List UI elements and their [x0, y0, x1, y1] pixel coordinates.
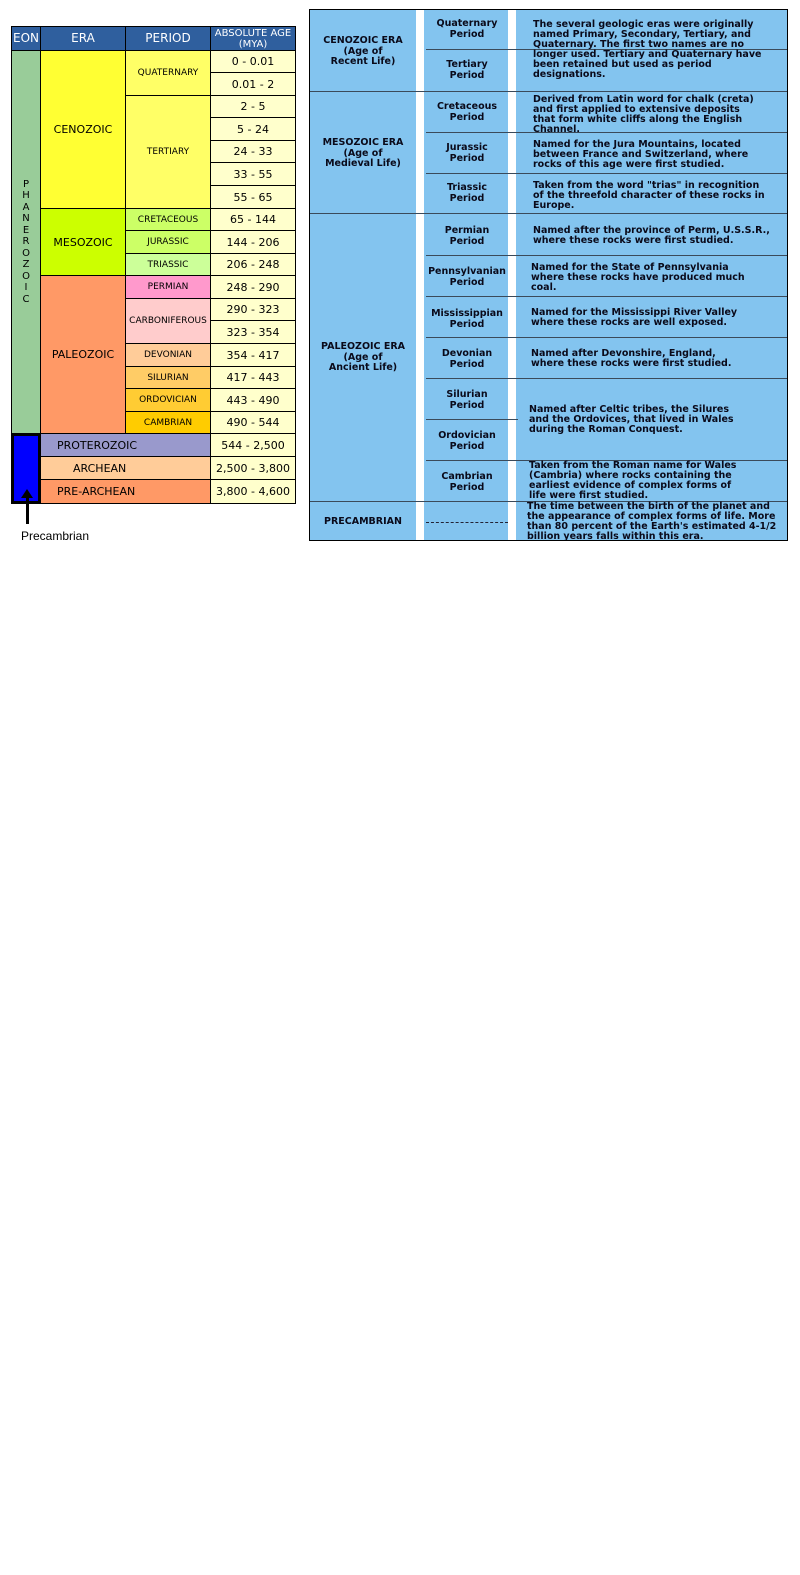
age-value: 24 - 33 [233, 145, 273, 158]
age-value: 490 - 544 [226, 416, 280, 429]
period-name: Cambrian [441, 471, 493, 482]
age-value: 3,800 - 4,600 [216, 485, 290, 498]
age-cell [210, 275, 296, 299]
era-precambrian-description [310, 517, 416, 528]
period-name: Triassic [447, 182, 487, 193]
era-mesozoic-description [310, 138, 416, 170]
era-pre-archean [40, 479, 211, 504]
description-line: billion years falls within this era. [527, 531, 704, 541]
period-label: JURASSIC [147, 237, 189, 247]
era-name: CENOZOIC ERA [323, 35, 403, 46]
precambrian-dash [426, 522, 508, 523]
description-line: where these rocks were first studied. [531, 358, 732, 369]
period-permian [125, 275, 211, 299]
period-word: Period [449, 318, 485, 330]
period-permian-name [424, 226, 510, 247]
period-label: TRIASSIC [147, 259, 189, 270]
age-value: 2 - 5 [240, 100, 266, 113]
period-label: ORDOVICIAN [139, 395, 197, 405]
age-cell [210, 433, 296, 457]
age-cell [210, 343, 296, 367]
period-jurassic [125, 230, 211, 254]
period-jurassic-name [424, 143, 510, 164]
age-value: 290 - 323 [226, 303, 280, 316]
period-label: DEVONIAN [144, 350, 192, 360]
era-archean [40, 456, 211, 480]
header-eon-text: EON [12, 31, 39, 45]
row-divider [426, 378, 788, 379]
age-value: 417 - 443 [226, 371, 280, 384]
period-label: CARBONIFEROUS [129, 316, 207, 326]
period-label: CAMBRIAN [143, 417, 193, 428]
period-tertiary [125, 95, 211, 209]
period-label: QUATERNARY [137, 68, 199, 78]
eon-letter: O [22, 247, 30, 259]
era-subtitle: Medieval Life) [325, 158, 401, 169]
description-line: (Cambria) where rocks containing the [529, 470, 732, 481]
description-line: Derived from Latin word for chalk (creta) [533, 94, 754, 105]
period-word: Period [449, 481, 485, 493]
arrow-shaft [26, 496, 29, 524]
period-word: Period [449, 399, 485, 411]
period-name: Tertiary [446, 59, 488, 70]
column-divider [416, 10, 424, 540]
description-line: Named for the Jura Mountains, located [533, 139, 741, 150]
era-name: MESOZOIC ERA [322, 137, 404, 148]
age-cell [210, 411, 296, 434]
era-subtitle: (Age of [343, 351, 383, 363]
era-mesozoic-label: MESOZOIC [53, 235, 113, 249]
header-era [40, 26, 126, 51]
era-cenozoic-label: CENOZOIC [53, 123, 113, 136]
age-cell [210, 320, 296, 344]
description-cambrian [529, 461, 781, 501]
description-line: during the Roman Conquest. [529, 424, 683, 435]
description-line: life were first studied. [529, 490, 649, 501]
eon-letter: Z [22, 259, 30, 271]
era-proterozoic [40, 433, 211, 457]
age-cell [210, 298, 296, 321]
description-line: Named for the State of Pennsylvania [531, 262, 729, 273]
period-carboniferous [125, 298, 211, 344]
period-word: Period [449, 111, 485, 123]
age-cell [210, 140, 296, 163]
description-line: of the threefold character of these rocks in [533, 190, 765, 201]
description-line: Named after Celtic tribes, the Silures [529, 404, 729, 415]
eon-phanerozoic [11, 50, 41, 434]
period-mississippian-name [424, 309, 510, 330]
eon-letter: I [24, 282, 28, 294]
header-period-text: PERIOD [145, 31, 191, 45]
description-line: The several geologic eras were originally [533, 19, 754, 30]
period-word: Period [449, 358, 485, 370]
period-name: Ordovician [438, 430, 496, 441]
period-name-origins-panel [309, 9, 788, 541]
age-value: 0 - 0.01 [231, 55, 275, 68]
period-word: Period [449, 152, 485, 164]
period-devonian-name [424, 349, 510, 370]
period-quaternary [125, 50, 211, 96]
period-name: Cretaceous [436, 101, 498, 112]
eon-letter: H [22, 190, 30, 202]
age-value: 33 - 55 [233, 167, 273, 181]
description-line: been retained but used as period [533, 59, 712, 70]
age-cell [210, 72, 296, 96]
description-line: and first applied to extensive deposits [533, 104, 740, 115]
header-age-line1: ABSOLUTE AGE [214, 27, 292, 39]
description-devonian [531, 349, 783, 369]
period-cambrian-name [424, 472, 510, 493]
description-line: coal. [531, 282, 557, 293]
age-value: 2,500 - 3,800 [216, 461, 290, 475]
header-absolute-age [210, 26, 296, 51]
era-cenozoic [40, 50, 126, 209]
description-line: where these rocks have produced much [531, 272, 745, 283]
age-cell [210, 208, 296, 231]
description-line: Europe. [533, 200, 575, 211]
description-line: where these rocks were first studied. [533, 235, 734, 246]
period-triassic-name [424, 183, 510, 204]
description-line: named Primary, Secondary, Tertiary, and [533, 29, 751, 40]
era-subtitle: Recent Life) [330, 56, 396, 67]
row-divider [426, 337, 788, 338]
description-pennsylvanian [531, 263, 783, 293]
age-value: 65 - 144 [230, 213, 276, 226]
age-cell [210, 366, 296, 389]
era-name: PALEOZOIC ERA [321, 341, 405, 352]
era-paleozoic-label: PALEOZOIC [51, 348, 115, 361]
description-line: between France and Switzerland, where [533, 149, 749, 160]
age-cell [210, 50, 296, 73]
row-divider [426, 419, 518, 420]
description-jurassic [533, 140, 785, 170]
age-value: 206 - 248 [226, 258, 280, 271]
period-silurian [125, 366, 211, 389]
age-value: 354 - 417 [226, 348, 280, 362]
description-line: Named after Devonshire, England, [531, 348, 716, 359]
period-devonian [125, 343, 211, 367]
age-value: 0.01 - 2 [231, 77, 275, 91]
period-name: Pennsylvanian [428, 266, 506, 277]
description-precambrian [527, 502, 788, 541]
row-divider [310, 91, 788, 92]
header-era-text: ERA [71, 31, 95, 45]
period-name: Devonian [441, 348, 493, 359]
period-word: Period [449, 192, 485, 204]
period-ordovician-name [424, 431, 510, 452]
eon-letter: O [22, 270, 30, 282]
eon-letter: E [22, 224, 30, 236]
age-value: 144 - 206 [226, 235, 280, 249]
period-word: Period [449, 235, 485, 247]
era-mesozoic [40, 208, 126, 276]
era-proterozoic-label: PROTEROZOIC [57, 438, 138, 452]
period-cambrian [125, 411, 211, 434]
description-line: Named for the Mississippi River Valley [531, 307, 738, 318]
eon-letter: N [22, 213, 30, 225]
era-paleozoic-description [310, 342, 416, 374]
period-word: Period [449, 69, 485, 81]
description-line: Taken from the Roman name for Wales [529, 460, 737, 471]
eon-letter: R [22, 236, 30, 248]
era-subtitle: (Age of [343, 147, 383, 159]
header-age-line2: (MYA) [238, 38, 268, 50]
row-divider [426, 173, 788, 174]
description-mississippian [531, 308, 783, 328]
age-cell [210, 456, 296, 480]
era-name: PRECAMBRIAN [324, 516, 402, 527]
age-value: 544 - 2,500 [221, 438, 285, 452]
age-value: 248 - 290 [226, 280, 280, 294]
period-label: PERMIAN [147, 282, 189, 292]
geologic-time-table [11, 26, 296, 504]
age-cell [210, 479, 296, 504]
precambrian-label: Precambrian [21, 529, 90, 543]
description-line: that form white cliffs along the English [533, 114, 743, 125]
period-word: Period [449, 440, 485, 452]
era-pre-archean-label: PRE-ARCHEAN [57, 485, 136, 498]
period-label: SILURIAN [147, 372, 189, 383]
period-silurian-name [424, 390, 510, 411]
header-period [125, 26, 211, 51]
era-subtitle: Ancient Life) [328, 362, 398, 373]
period-tertiary-name [424, 60, 510, 81]
period-ordovician [125, 388, 211, 412]
description-line: Quaternary. The first two names are no [533, 39, 745, 50]
period-word: Period [449, 28, 485, 40]
period-name: Silurian [446, 389, 488, 400]
header-eon [11, 26, 41, 51]
age-value: 323 - 354 [226, 325, 280, 339]
description-line: rocks of this age were first studied. [533, 159, 725, 170]
period-word: Period [449, 276, 485, 288]
age-value: 5 - 24 [237, 122, 269, 136]
age-cell [210, 162, 296, 186]
age-value: 443 - 490 [226, 393, 280, 407]
age-cell [210, 230, 296, 254]
period-label: TERTIARY [146, 147, 190, 157]
age-cell [210, 117, 296, 141]
description-tertiary-quaternary [533, 20, 785, 80]
age-cell [210, 388, 296, 412]
description-line: and the Ordovices, that lived in Wales [529, 414, 734, 425]
age-cell [210, 185, 296, 209]
period-name: Mississippian [431, 308, 503, 319]
age-cell [210, 95, 296, 118]
description-triassic [533, 181, 785, 211]
period-label: CRETACEOUS [137, 214, 199, 225]
age-value: 55 - 65 [233, 190, 273, 204]
row-divider [426, 255, 788, 256]
period-name: Quaternary [436, 18, 498, 29]
era-archean-label: ARCHEAN [73, 461, 127, 475]
period-triassic [125, 253, 211, 276]
eon-letter: C [22, 293, 30, 305]
description-line: longer used. Tertiary and Quaternary have [533, 49, 762, 60]
row-divider [310, 213, 788, 214]
description-line: Channel. [533, 124, 580, 135]
description-line: the appearance of complex forms of life. More [527, 511, 776, 522]
description-line: Taken from the word "trias" in recognition [533, 180, 760, 191]
period-name: Permian [444, 225, 490, 236]
description-permian [533, 226, 785, 246]
description-line: designations. [533, 69, 606, 80]
era-paleozoic [40, 275, 126, 434]
description-line: Named after the province of Perm, U.S.S.R., [533, 225, 770, 236]
period-cretaceous-name [424, 102, 510, 123]
description-silurian-ordovician [529, 405, 781, 435]
eon-letter: A [22, 201, 30, 213]
age-cell [210, 253, 296, 276]
description-cretaceous [533, 95, 785, 135]
era-cenozoic-description [310, 36, 416, 68]
period-cretaceous [125, 208, 211, 231]
period-name: Jurassic [446, 142, 488, 153]
row-divider [426, 296, 788, 297]
eon-letter: P [22, 178, 30, 190]
description-line: earliest evidence of complex forms of [529, 480, 732, 491]
period-quaternary-name [424, 19, 510, 40]
description-line: The time between the birth of the planet and [527, 501, 770, 512]
period-pennsylvanian-name [424, 267, 510, 288]
description-line: where these rocks are well exposed. [531, 317, 727, 328]
description-line: than 80 percent of the Earth's estimated 4-1/2 [527, 521, 777, 532]
era-subtitle: (Age of [343, 45, 383, 57]
